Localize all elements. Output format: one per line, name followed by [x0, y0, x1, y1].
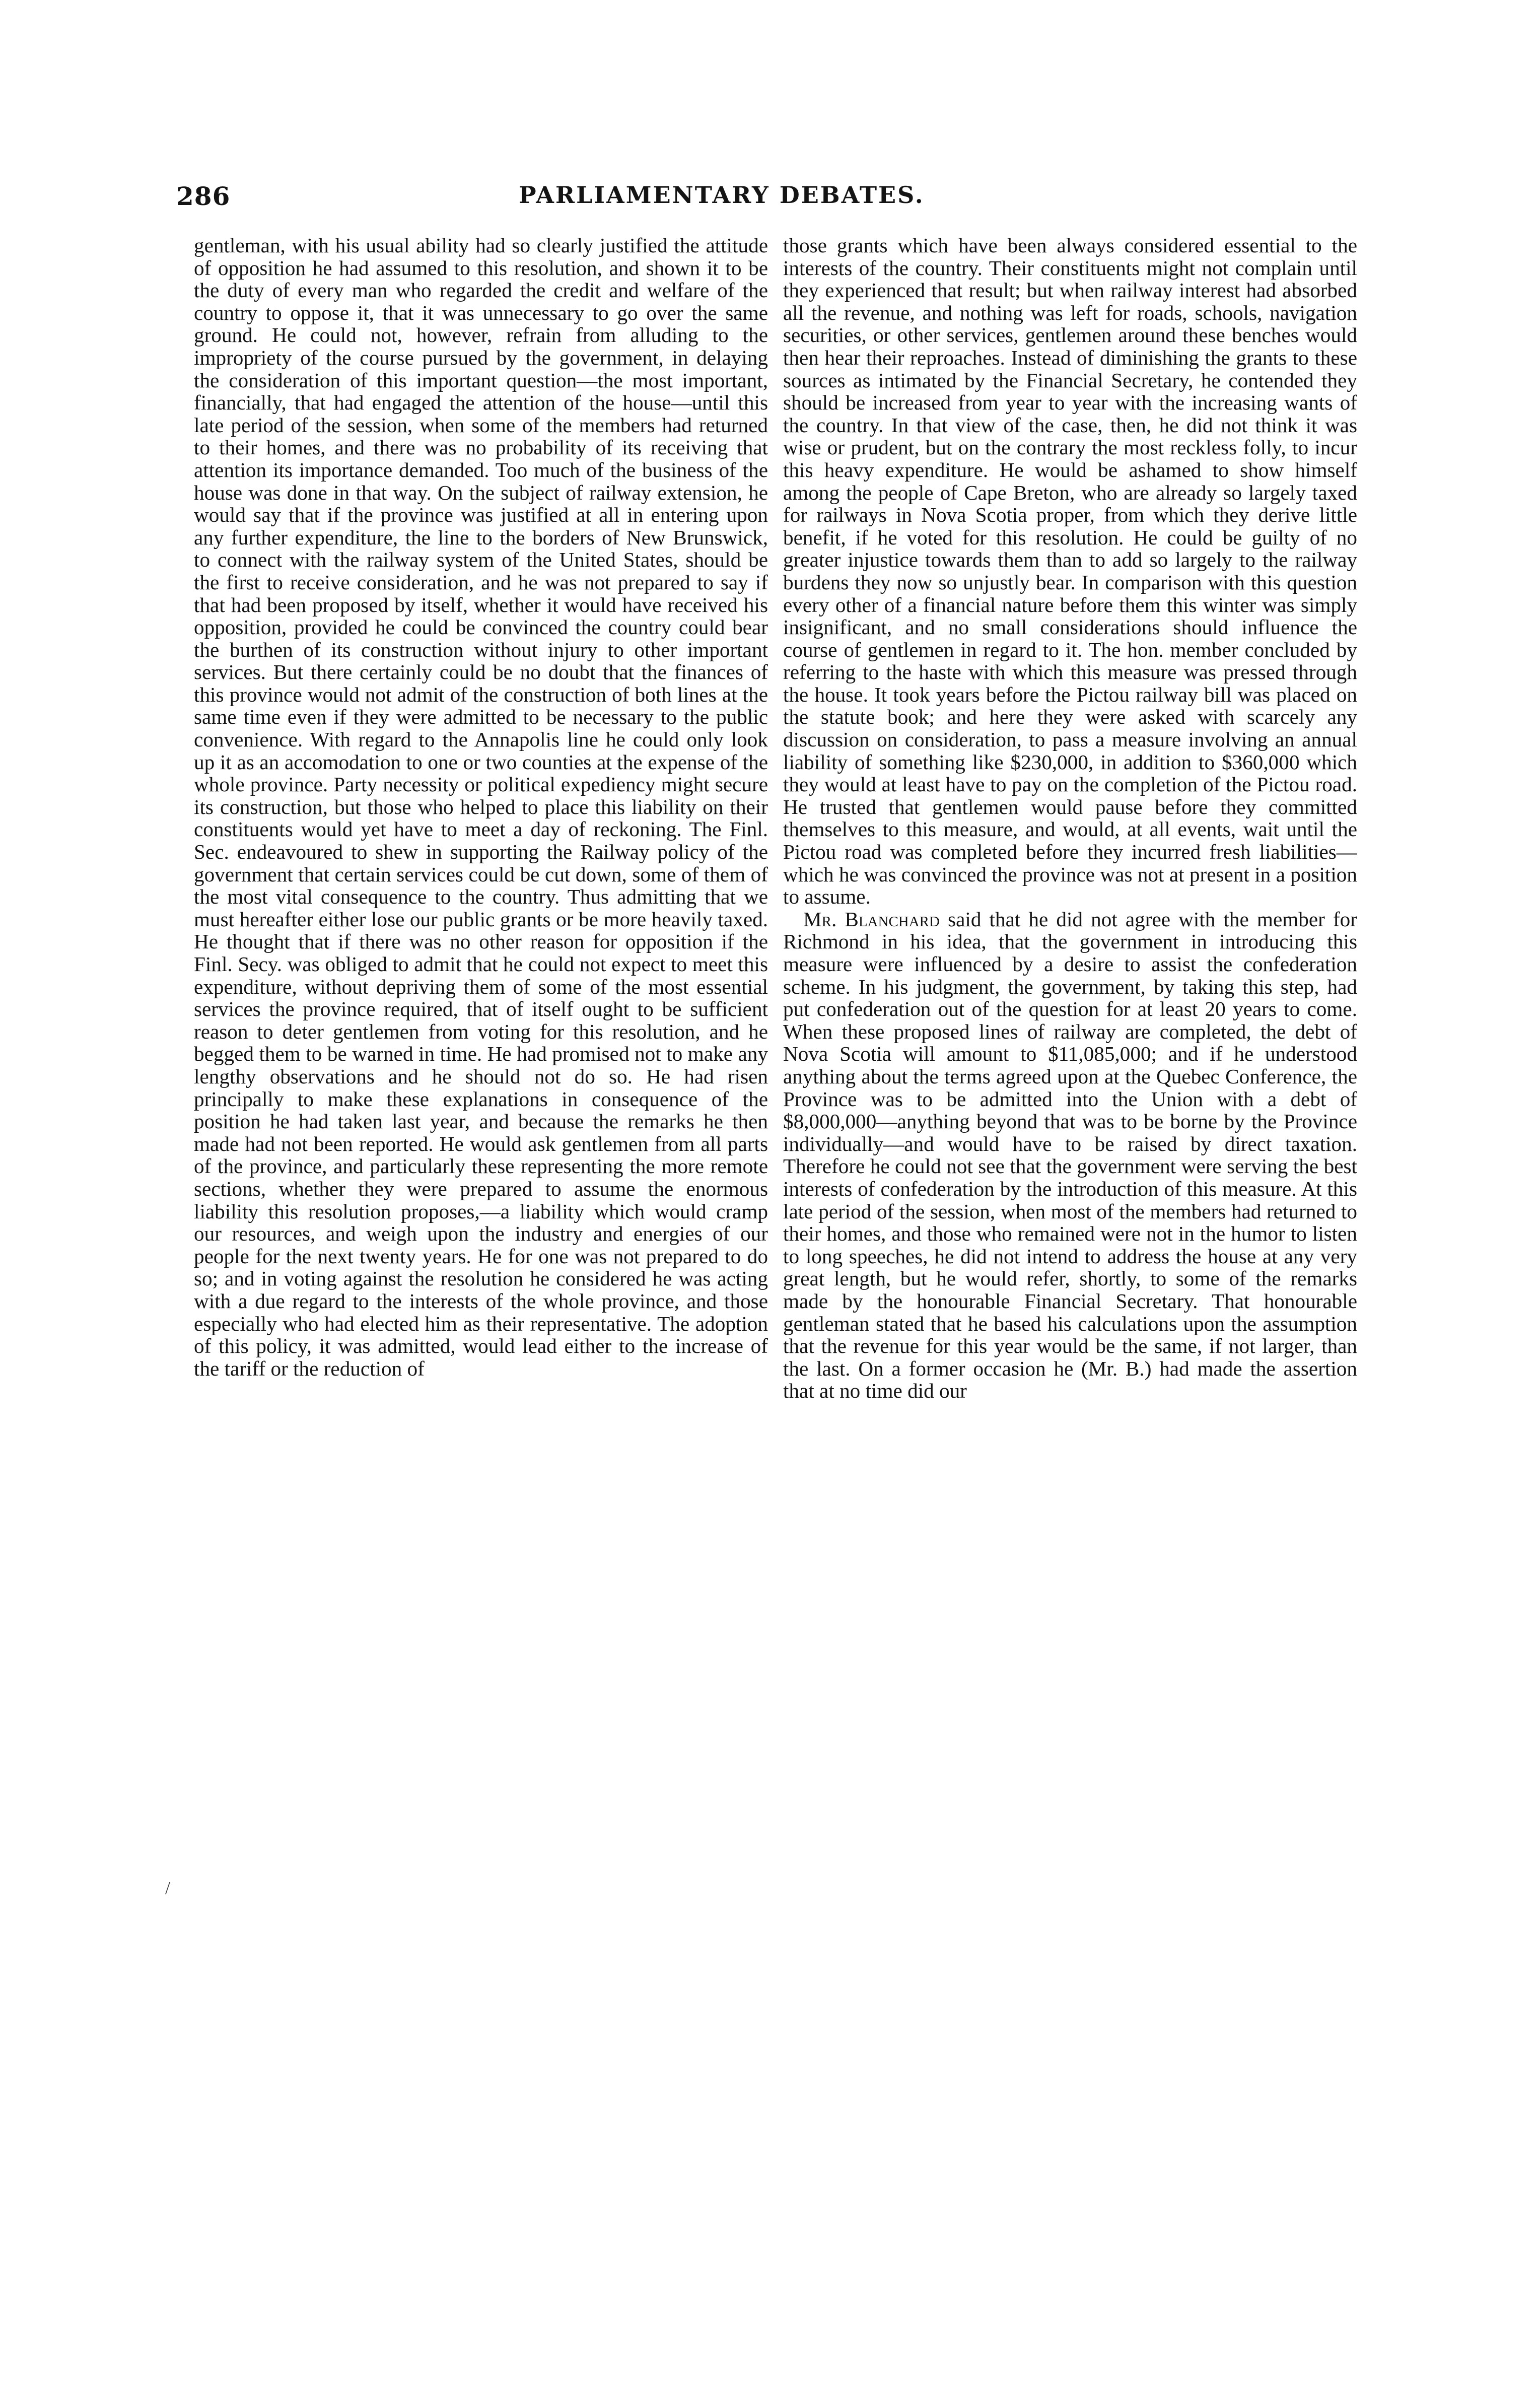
running-title: PARLIAMENTARY DEBATES.	[519, 181, 925, 209]
left-column-paragraph: gentleman, with his usual ability had so clearly justified the attitude of opposition he had assumed to this resolution, and shown it to be the duty of every man who regarded the credit and welfare of the country to oppose it, that it was unnecessary to go over the same ground. He could not, however, refrain from alluding to the impropriety of the course pursued by the government, in delaying the consideration of this important question—the most important, financially, that had engaged the attention of the house—until this late period of the session, when some of the members had returned to their homes, and there was no probability of its receiving that attention its importance demanded. Too much of the business of the house was done in that way. On the subject of railway extension, he would say that if the province was justified at all in entering upon any further expenditure, the line to the borders of New Brunswick, to connect with the railway system of the United States, should be the first to receive consideration, and he was not prepared to say if that had been proposed by itself, whether it would have received his opposition, provided he could be convinced the country could bear the burthen of its construction without injury to other important services. But there certainly could be no doubt that the finances of this province would not admit of the construction of both lines at the same time even if they were admitted to be necessary to the public convenience. With regard to the Annapolis line he could only look up it as an accomodation to one or two counties at the expense of the whole province. Party necessity or political expediency might secure its construction, but those who helped to place this liability on their constituents would yet have to meet a day of reckoning. The Finl. Sec. endeavoured to shew in supporting the Railway policy of the government that certain services could be cut down, some of them of the most vital consequence to the country. Thus admitting that we must hereafter either lose our public grants or be more heavily taxed. He thought that if there was no other reason for opposition if the Finl. Secy. was obliged to admit that he could not expect to meet this expenditure, without depriving them of some of the most essential services the province required, that of itself ought to be sufficient reason to deter gentlemen from voting for this resolution, and he begged them to be warned in time. He had promised not to make any lengthy observations and he should not do so. He had risen principally to make these explanations in consequence of the position he had taken last year, and because the remarks he then made had not been reported. He would ask gentlemen from all parts of the province, and particularly these representing the more remote sections, whether they were prepared to assume the enormous liability this resolution proposes,—a liability which would cramp our resources, and weigh upon the industry and energies of our people for the next twenty years. He for one was not prepared to do so; and in voting against the resolution he considered he was acting with a due regard to the interests of the whole province, and those especially who had elected him as their representative. The adoption of this policy, it was admitted, would lead either to the increase of the tariff or the reduction of	[194, 234, 768, 1380]
speech-text: said that he did not agree with the member for Richmond in his idea, that the government in introducing this measure were influenced by a desire to assist the confederation scheme. In his judgment, the government, by taking this step, had put confederation out of the question for at least 20 years to come. When these proposed lines of railway are completed, the debt of Nova Scotia will amount to $11,085,000; and if he understood anything about the terms agreed upon at the Quebec Conference, the Province was to be admitted into the Union with a debt of $8,000,000—anything beyond that was to be borne by the Province individually—and would have to be raised by direct taxation. Therefore he could not see that the government were serving the best interests of confederation by the introduction of this measure. At this late period of the session, when most of the members had returned to their homes, and those who remained were not in the humor to listen to long speeches, he did not intend to address the house at any very great length, but he would refer, shortly, to some of the remarks made by the honourable Financial Secretary. That honourable gentleman stated that he based his calculations upon the assumption that the revenue for this year would be the same, if not larger, than the last. On a former occasion he (Mr. B.) had made the assertion that at no time did our	[783, 907, 1357, 1403]
right-text-column	[783, 234, 1357, 2047]
page-number: 286	[176, 181, 231, 211]
page-header	[176, 181, 1360, 217]
right-column-paragraph-2	[783, 908, 1357, 1402]
left-text-column	[194, 234, 768, 2047]
margin-annotation-mark: /	[165, 1878, 171, 1898]
right-column-paragraph-1: those grants which have been always considered essential to the interests of the country. Their constituents might not complain until they experienced that result; but when railway interest had absorbed all the revenue, and nothing was left for roads, schools, navigation securities, or other services, gentlemen around these benches would then hear their reproaches. Instead of diminishing the grants to these sources as intimated by the Financial Secretary, he contended they should be increased from year to year with the increasing wants of the country. In that view of the case, then, he did not think it was wise or prudent, but on the contrary the most reckless folly, to incur this heavy expenditure. He would be ashamed to show himself among the people of Cape Breton, who are already so largely taxed for railways in Nova Scotia proper, from which they derive little benefit, if he voted for this resolution. He could be guilty of no greater injustice towards them than to add so largely to the railway burdens they now so unjustly bear. In comparison with this question every other of a financial nature before them this winter was simply insignificant, and no small considerations should influence the course of gentlemen in regard to it. The hon. member concluded by referring to the haste with which this measure was pressed through the house. It took years before the Pictou railway bill was placed on the statute book; and here they were asked with scarcely any discussion on consideration, to pass a measure involving an annual liability of something like $230,000, in addition to $360,000 which they would at least have to pay on the completion of the Pictou road. He trusted that gentlemen would pause before they committed themselves to this measure, and would, at all events, wait until the Pictou road was completed before they incurred fresh liabilities—which he was convinced the province was not at present in a position to assume.	[783, 234, 1357, 909]
speaker-name: Mr. Blanchard	[803, 907, 940, 931]
